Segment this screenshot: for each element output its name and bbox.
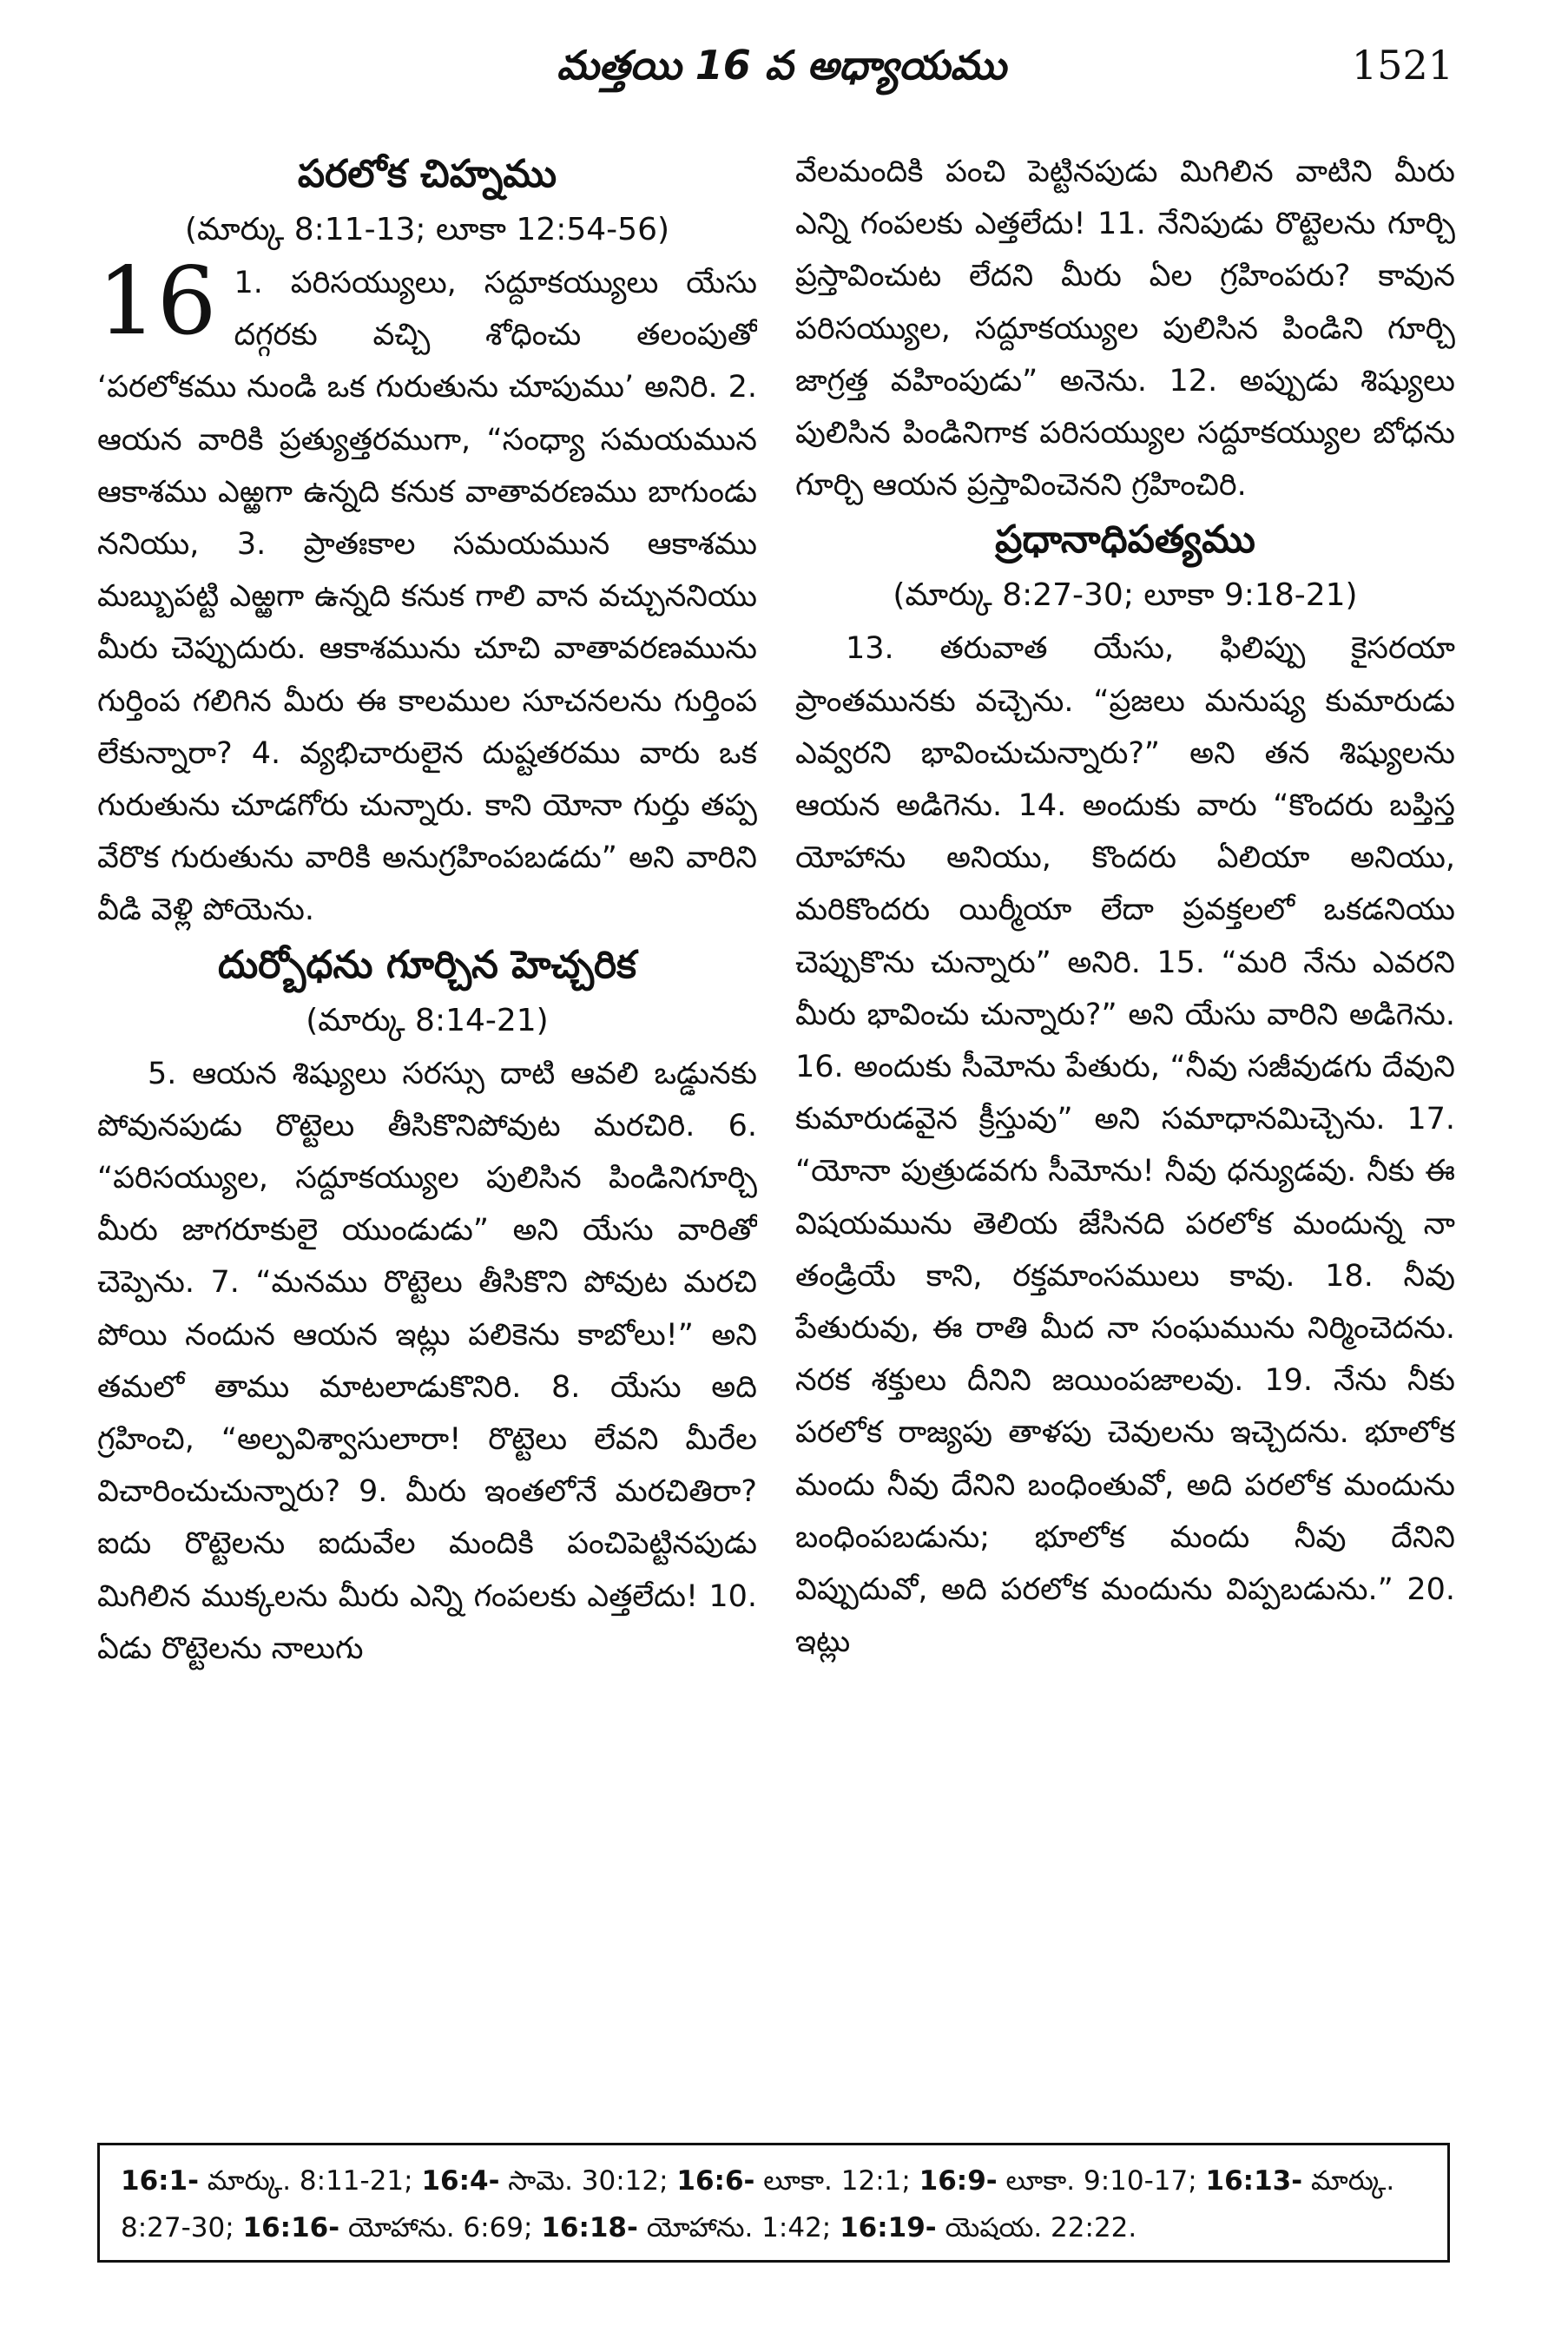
parallel-reference: (మార్కు 8:11-13; లూకా 12:54-56) <box>184 212 670 247</box>
running-title: మత్తయి 16 వ అధ్యాయము <box>557 42 1006 89</box>
page-number: 1521 <box>1351 42 1453 89</box>
verse-text: 1. పరిసయ్యులు, సద్దూకయ్యులు యేసు దగ్గరకు వచ్చి శోధించు తలంపుతో ‘పరలోకము నుండి ఒక గురుతును చూపుము’ అనిరి. 2. ఆయన వారికి ప్రత్యుత్తరముగా, “సంధ్యా సమయమున ఆకాశము ఎఱ్ఱగా ఉన్నది కనుక వాతావరణము బాగుండు ననియు, 3. ప్రాతఃకాల సమయమున ఆకాశము మబ్బుపట్టి ఎఱ్ఱగా ఉన్నది కనుక గాలి వాన వచ్చుననియు మీరు చెప్పుదురు. ఆకాశమును చూచి వాతావరణమును గుర్తింప గలిగిన మీరు ఈ కాలముల సూచనలను గుర్తింప లేకున్నారా? 4. వ్యభిచారులైన దుష్టతరము వారు ఒక గురుతును చూడగోరు చున్నారు. కాని యోనా గుర్తు తప్ప వేరొక గురుతును వారికి అనుగ్రహింపబడదు” అని వారిని వీడి వెళ్లి పోయెను. <box>97 266 757 928</box>
section-heading-sign-from-heaven: పరలోక చిహ్నము <box>297 152 557 196</box>
footnote-text: యోహాను. 1:42; <box>637 2212 840 2243</box>
footnote-ref: 16:9- <box>919 2165 998 2197</box>
right-column <box>795 146 1455 2104</box>
cross-reference-box <box>97 2143 1450 2263</box>
footnote-text: లూకా. 9:10-17; <box>997 2165 1206 2197</box>
section-heading-warning-false-teaching: దుర్బోధను గూర్చిన హెచ్చరిక <box>217 942 637 987</box>
footnote-ref: 16:16- <box>242 2212 340 2243</box>
footnote-text: మార్కు. 8:27-30; <box>121 2165 1395 2243</box>
footnote-ref: 16:18- <box>541 2212 638 2243</box>
footnote-ref: 16:6- <box>676 2165 755 2197</box>
footnote-text: యోహాను. 6:69; <box>339 2212 542 2243</box>
footnote-text: మార్కు. 8:11-21; <box>198 2165 422 2197</box>
chapter-number: 16 <box>97 247 217 356</box>
footnote-text: లూకా. 12:1; <box>754 2165 919 2197</box>
footnote-ref: 16:19- <box>840 2212 937 2243</box>
footnote-text: యెషయ. 22:22. <box>936 2212 1137 2243</box>
section-heading-primacy: ప్రధానాధిపత్యము <box>995 517 1255 563</box>
page-header <box>0 42 1568 102</box>
verse-paragraph: 13. తరువాత యేసు, ఫిలిప్పు కైసరయా ప్రాంతమునకు వచ్చెను. “ప్రజలు మనుష్య కుమారుడు ఎవ్వరని భావించుచున్నారు?” అని తన శిష్యులను ఆయన అడిగెను. 14. అందుకు వారు “కొందరు బప్తిస్త యోహాను అనియు, కొందరు ఏలియా అనియు, మరికొందరు యిర్మీయా లేదా ప్రవక్తలలో ఒకడనియు చెప్పుకొను చున్నారు” అనిరి. 15. “మరి నేను ఎవరని మీరు భావించు చున్నారు?” అని యేసు వారిని అడిగెను. 16. అందుకు సీమోను పేతురు, “నీవు సజీవుడగు దేవుని కుమారుడవైన క్రీస్తువు” అని సమాధానమిచ్చెను. 17. “యోనా పుత్రుడవగు సీమోను! నీవు ధన్యుడవు. నీకు ఈ విషయమును తెలియ జేసినది పరలోక మందున్న నా తండ్రియే కాని, రక్తమాంసములు కావు. 18. నీవు పేతురువు, ఈ రాతి మీద నా సంఘమును నిర్మించెదను. నరక శక్తులు దీనిని జయింపజాలవు. 19. నేను నీకు పరలోక రాజ్యపు తాళపు చెవులను ఇచ్చెదను. భూలోక మందు నీవు దేనిని బంధింతువో, అది పరలోక మందును బంధింపబడును; భూలోక మందు నీవు దేనిని విప్పుదువో, అది పరలోక మందును విప్పబడును.” 20. ఇట్లు <box>795 631 1455 1660</box>
verse-paragraph <box>97 247 757 937</box>
verse-paragraph: 5. ఆయన శిష్యులు సరస్సు దాటి ఆవలి ఒడ్డునకు పోవునపుడు రొట్టెలు తీసికొనిపోవుట మరచిరి. 6. “పరిసయ్యుల, సద్దూకయ్యుల పులిసిన పిండినిగూర్చి మీరు జాగరూకులై యుండుడు” అని యేసు వారితో చెప్పెను. 7. “మనము రొట్టెలు తీసికొని పోవుట మరచి పోయి నందున ఆయన ఇట్లు పలికెను కాబోలు!” అని తమలో తాము మాటలాడుకొనిరి. 8. యేసు అది గ్రహించి, “అల్పవిశ్వాసులారా! రొట్టెలు లేవని మీరేల విచారించుచున్నారు? 9. మీరు ఇంతలోనే మరచితిరా? ఐదు రొట్టెలను ఐదువేల మందికి పంచిపెట్టినపుడు మిగిలిన ముక్కలను మీరు ఎన్ని గంపలకు ఎత్తలేదు! 10. ఏడు రొట్టెలను నాలుగు <box>97 1056 757 1666</box>
footnote-text: సామె. 30:12; <box>499 2165 677 2197</box>
footnote-ref: 16:4- <box>421 2165 500 2197</box>
left-column <box>97 146 757 2104</box>
parallel-reference: (మార్కు 8:27-30; లూకా 9:18-21) <box>893 577 1358 614</box>
parallel-reference: (మార్కు 8:14-21) <box>306 1002 549 1038</box>
footnote-ref: 16:13- <box>1205 2165 1303 2197</box>
footnote-ref: 16:1- <box>121 2165 199 2197</box>
verse-paragraph: వేలమందికి పంచి పెట్టినపుడు మిగిలిన వాటిని మీరు ఎన్ని గంపలకు ఎత్తలేదు! 11. నేనిపుడు రొట్టెలను గూర్చి ప్రస్తావించుట లేదని మీరు ఏల గ్రహింపరు? కావున పరిసయ్యుల, సద్దూకయ్యుల పులిసిన పిండిని గూర్చి జాగ్రత్త వహింపుడు” అనెను. 12. అప్పుడు శిష్యులు పులిసిన పిండినిగాక పరిసయ్యుల సద్దూకయ్యుల బోధను గూర్చి ఆయన ప్రస్తావించెనని గ్రహించిరి. <box>795 155 1455 504</box>
